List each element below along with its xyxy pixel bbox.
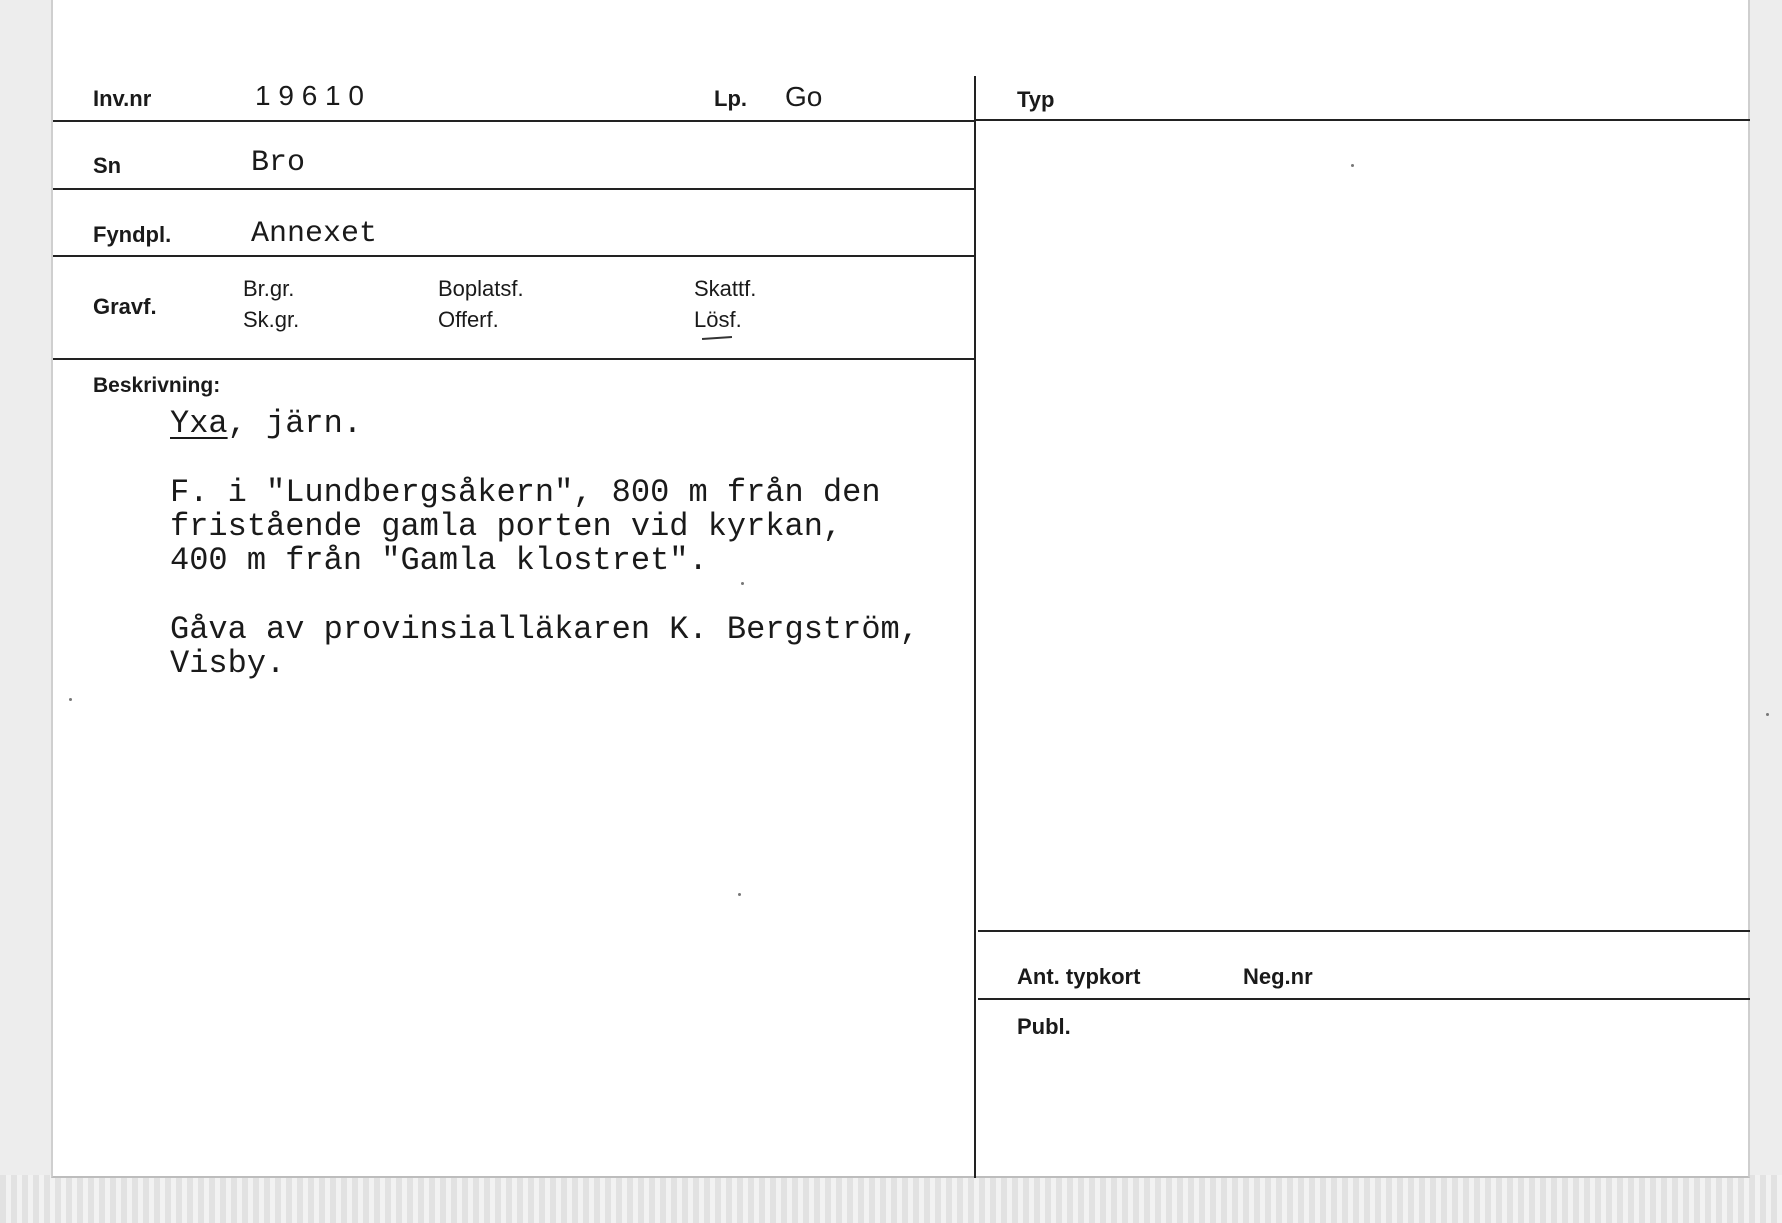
description-line: fristående gamla porten vid kyrkan,	[170, 508, 843, 545]
ant-typkort-label: Ant. typkort	[1017, 964, 1141, 989]
losf-check-mark	[702, 336, 732, 340]
lp-label: Lp.	[714, 86, 747, 111]
rule-header	[53, 120, 974, 122]
rule-ant-bottom	[978, 998, 1750, 1000]
catalog-card	[51, 0, 1750, 1178]
rule-ant-top	[978, 930, 1750, 932]
scan-speck	[741, 582, 744, 585]
inv-nr-value: 1 9 6 1 0	[255, 80, 364, 111]
rule-gravf	[53, 358, 974, 360]
fyndpl-value: Annexet	[251, 217, 378, 251]
typ-label: Typ	[1017, 87, 1055, 112]
publ-label: Publ.	[1017, 1014, 1071, 1039]
gravf-label: Gravf.	[93, 294, 157, 319]
skgr-label: Sk.gr.	[243, 307, 300, 332]
inv-nr-label: Inv.nr	[93, 86, 152, 111]
description-line: Visby.	[170, 645, 286, 682]
beskrivning-label: Beskrivning:	[93, 374, 221, 397]
brgr-label: Br.gr.	[243, 276, 295, 301]
skattf-label: Skattf.	[694, 276, 757, 301]
rule-fyndpl	[53, 255, 974, 257]
scan-bottom-edge	[0, 1175, 1782, 1223]
offerf-label: Offerf.	[438, 307, 499, 332]
description-line: 400 m från "Gamla klostret".	[170, 542, 708, 579]
scan-speck	[69, 698, 72, 701]
sn-label: Sn	[93, 153, 122, 178]
lp-value: Go	[785, 81, 823, 112]
description-line: F. i "Lundbergsåkern", 800 m från den	[170, 474, 881, 511]
sn-value: Bro	[251, 146, 306, 180]
losf-label: Lösf.	[694, 307, 742, 332]
item-word: Yxa	[170, 405, 228, 442]
item-rest: , järn.	[227, 405, 363, 442]
description-line-1	[170, 407, 362, 441]
scan-speck	[738, 893, 741, 896]
rule-typ	[976, 119, 1750, 121]
neg-nr-label: Neg.nr	[1243, 964, 1313, 989]
description-paragraph-2	[170, 476, 881, 578]
scan-speck	[1351, 164, 1354, 167]
column-divider	[974, 76, 976, 1178]
boplatsf-label: Boplatsf.	[438, 276, 524, 301]
scan-speck	[1766, 713, 1769, 716]
description-paragraph-3	[170, 613, 919, 681]
rule-sn	[53, 188, 974, 190]
fyndpl-label: Fyndpl.	[93, 222, 172, 247]
description-line: Gåva av provinsialläkaren K. Bergström,	[170, 611, 919, 648]
